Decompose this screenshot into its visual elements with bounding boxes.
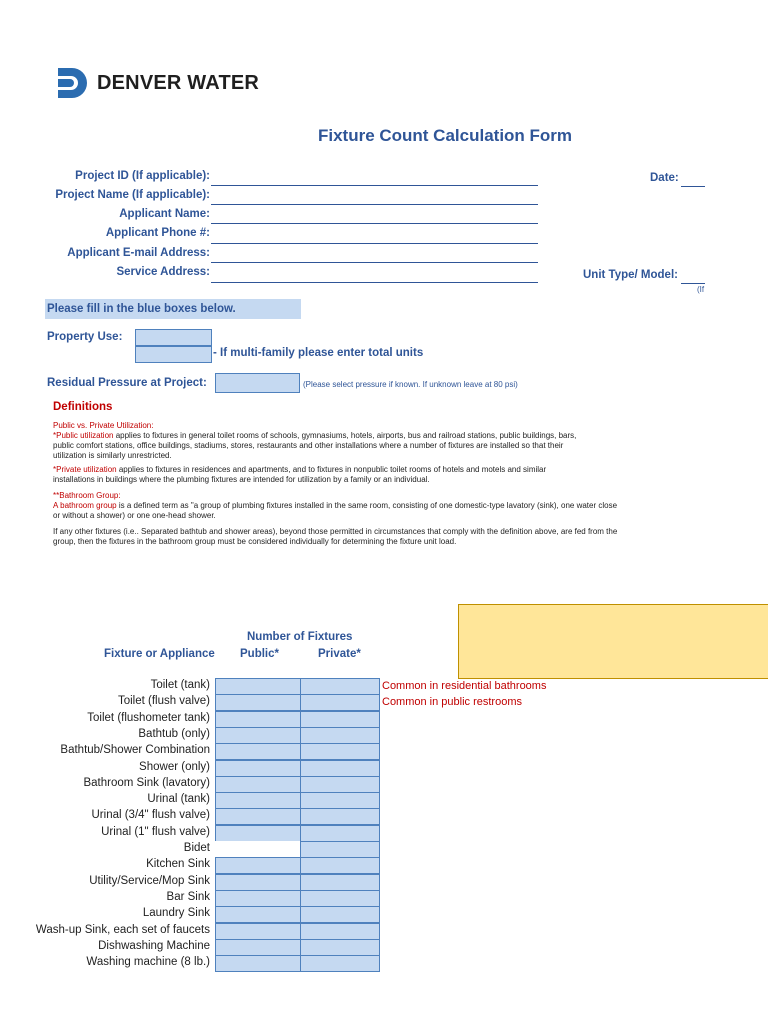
fixture-name: Urinal (1" flush valve) — [101, 826, 210, 838]
denver-water-logo-icon — [55, 66, 91, 100]
public-count-input[interactable] — [215, 955, 301, 972]
fixture-name: Bathroom Sink (lavatory) — [83, 777, 210, 789]
public-count-input[interactable] — [215, 857, 301, 874]
private-term: *Private utilization — [53, 465, 117, 474]
unit-type-label: Unit Type/ Model: — [583, 269, 678, 281]
applicant-phone-field[interactable] — [211, 243, 538, 244]
property-use-label: Property Use: — [47, 331, 123, 343]
service-address-field[interactable] — [211, 282, 538, 283]
fixture-name: Wash-up Sink, each set of faucets — [35, 924, 210, 936]
fixture-name: Toilet (flush valve) — [117, 695, 210, 707]
project-id-label: Project ID (If applicable): — [75, 170, 210, 182]
public-count-input[interactable] — [215, 678, 301, 695]
private-count-input[interactable] — [300, 841, 380, 858]
private-count-input[interactable] — [300, 711, 380, 728]
fixture-name: Shower (only) — [139, 761, 210, 773]
private-column-header: Private* — [318, 648, 361, 660]
fixture-name: Urinal (3/4" flush valve) — [91, 809, 210, 821]
date-field[interactable] — [681, 186, 705, 187]
public-count-input[interactable] — [215, 711, 301, 728]
private-count-input[interactable] — [300, 743, 380, 760]
fixture-name: Dishwashing Machine — [98, 940, 210, 952]
public-term: *Public utilization — [53, 431, 114, 440]
public-private-heading: Public vs. Private Utilization: — [53, 421, 154, 430]
applicant-phone-label: Applicant Phone #: — [105, 227, 210, 239]
unit-type-field[interactable] — [681, 283, 705, 284]
instructions-banner: Please fill in the blue boxes below. — [45, 299, 301, 319]
total-units-input[interactable] — [135, 346, 212, 363]
public-column-header: Public* — [240, 648, 279, 660]
public-count-input[interactable] — [215, 743, 301, 760]
private-count-input[interactable] — [300, 792, 380, 809]
fixture-name: Laundry Sink — [142, 907, 210, 919]
private-count-input[interactable] — [300, 923, 380, 940]
private-count-input[interactable] — [300, 808, 380, 825]
private-count-input[interactable] — [300, 890, 380, 907]
fixture-note: Common in residential bathrooms — [382, 680, 547, 692]
private-text-1: applies to fixtures in residences and apartments, and to fixtures in nonpublic toilet rooms of hotels and motels and similar — [116, 465, 547, 474]
public-count-input[interactable] — [215, 808, 301, 825]
public-count-input[interactable] — [215, 776, 301, 793]
public-count-input[interactable] — [215, 792, 301, 809]
bathroom-text-2: or without a shower) or one one-head shower. — [53, 511, 216, 520]
fixture-name: Bar Sink — [166, 891, 210, 903]
private-count-input[interactable] — [300, 874, 380, 891]
private-count-input[interactable] — [300, 906, 380, 923]
public-count-input[interactable] — [215, 890, 301, 907]
applicant-name-label: Applicant Name: — [119, 208, 210, 220]
residual-pressure-note: (Please select pressure if known. If unknown leave at 80 psi) — [303, 380, 518, 389]
public-definition-line-1 — [53, 431, 576, 441]
private-count-input[interactable] — [300, 955, 380, 972]
fixture-name: Kitchen Sink — [146, 858, 210, 870]
multifamily-note: - If multi-family please enter total units — [213, 347, 424, 359]
public-count-input[interactable] — [215, 727, 301, 744]
brand-name: DENVER WATER — [97, 72, 260, 94]
applicant-email-label: Applicant E-mail Address: — [67, 247, 210, 259]
private-text-2: installations in buildings where the plumbing fixtures are intended for utilization by a family or an individual. — [53, 475, 430, 484]
residual-pressure-label: Residual Pressure at Project: — [47, 377, 207, 389]
fixture-column-header: Fixture or Appliance — [104, 648, 215, 660]
unit-type-note: (If — [697, 285, 705, 294]
fixture-name: Washing machine (8 lb.) — [86, 956, 210, 968]
bathroom-term: A bathroom group — [53, 501, 117, 510]
number-of-fixtures-header: Number of Fixtures — [247, 631, 353, 643]
results-box — [458, 604, 768, 679]
service-address-label: Service Address: — [116, 266, 210, 278]
fixture-name: Bathtub/Shower Combination — [60, 744, 210, 756]
public-count-input[interactable] — [215, 694, 301, 711]
fixture-name: Toilet (flushometer tank) — [87, 712, 210, 724]
applicant-email-field[interactable] — [211, 262, 538, 263]
fixture-name: Bidet — [183, 842, 210, 854]
public-count-input[interactable] — [215, 825, 301, 842]
bathroom-definition-line-1 — [53, 501, 617, 511]
private-definition-line-1 — [53, 465, 546, 475]
definitions-heading: Definitions — [53, 401, 113, 413]
public-count-input[interactable] — [215, 874, 301, 891]
public-count-input[interactable] — [215, 939, 301, 956]
fixture-note: Common in public restrooms — [382, 696, 522, 708]
date-label: Date: — [650, 172, 679, 184]
page-title: Fixture Count Calculation Form — [317, 126, 573, 145]
public-text-3: utilization is similarly unrestricted. — [53, 451, 172, 460]
public-count-input[interactable] — [215, 906, 301, 923]
project-id-field[interactable] — [211, 185, 538, 186]
bathroom-text-1: is a defined term as "a group of plumbing fixtures installed in the same room, consisting of one domestic-type lavatory (sink), one water close — [116, 501, 618, 510]
private-count-input[interactable] — [300, 857, 380, 874]
public-text-2: public comfort stations, office buildings, stadiums, stores, restaurants and other installations where a number of fixtures are installed so that their — [53, 441, 564, 450]
other-fixtures-text-1: If any other fixtures (i.e.. Separated bathtub and shower areas), beyond those permitted in circumstances that comply with the definition above, are fed from the — [53, 527, 618, 536]
private-count-input[interactable] — [300, 825, 380, 842]
public-count-input[interactable] — [215, 760, 301, 777]
private-count-input[interactable] — [300, 694, 380, 711]
private-count-input[interactable] — [300, 760, 380, 777]
public-count-input — [215, 841, 301, 858]
project-name-field[interactable] — [211, 204, 538, 205]
fixture-name: Utility/Service/Mop Sink — [89, 875, 210, 887]
fixture-name: Bathtub (only) — [138, 728, 210, 740]
project-name-label: Project Name (If applicable): — [55, 189, 210, 201]
private-count-input[interactable] — [300, 776, 380, 793]
bathroom-group-heading: **Bathroom Group: — [53, 491, 121, 500]
fixture-name: Toilet (tank) — [150, 679, 210, 691]
fixture-name: Urinal (tank) — [147, 793, 210, 805]
applicant-name-field[interactable] — [211, 223, 538, 224]
property-use-select[interactable] — [135, 329, 212, 346]
residual-pressure-select[interactable] — [215, 373, 300, 393]
other-fixtures-text-2: group, then the fixtures in the bathroom group must be considered individually for determining the fixture unit load. — [53, 537, 457, 546]
private-count-input[interactable] — [300, 678, 380, 695]
public-text-1: applies to fixtures in general toilet rooms of schools, gymnasiums, hotels, airports, bus and railroad stations, public buildings, bars, — [113, 431, 577, 440]
private-count-input[interactable] — [300, 939, 380, 956]
private-count-input[interactable] — [300, 727, 380, 744]
public-count-input[interactable] — [215, 923, 301, 940]
